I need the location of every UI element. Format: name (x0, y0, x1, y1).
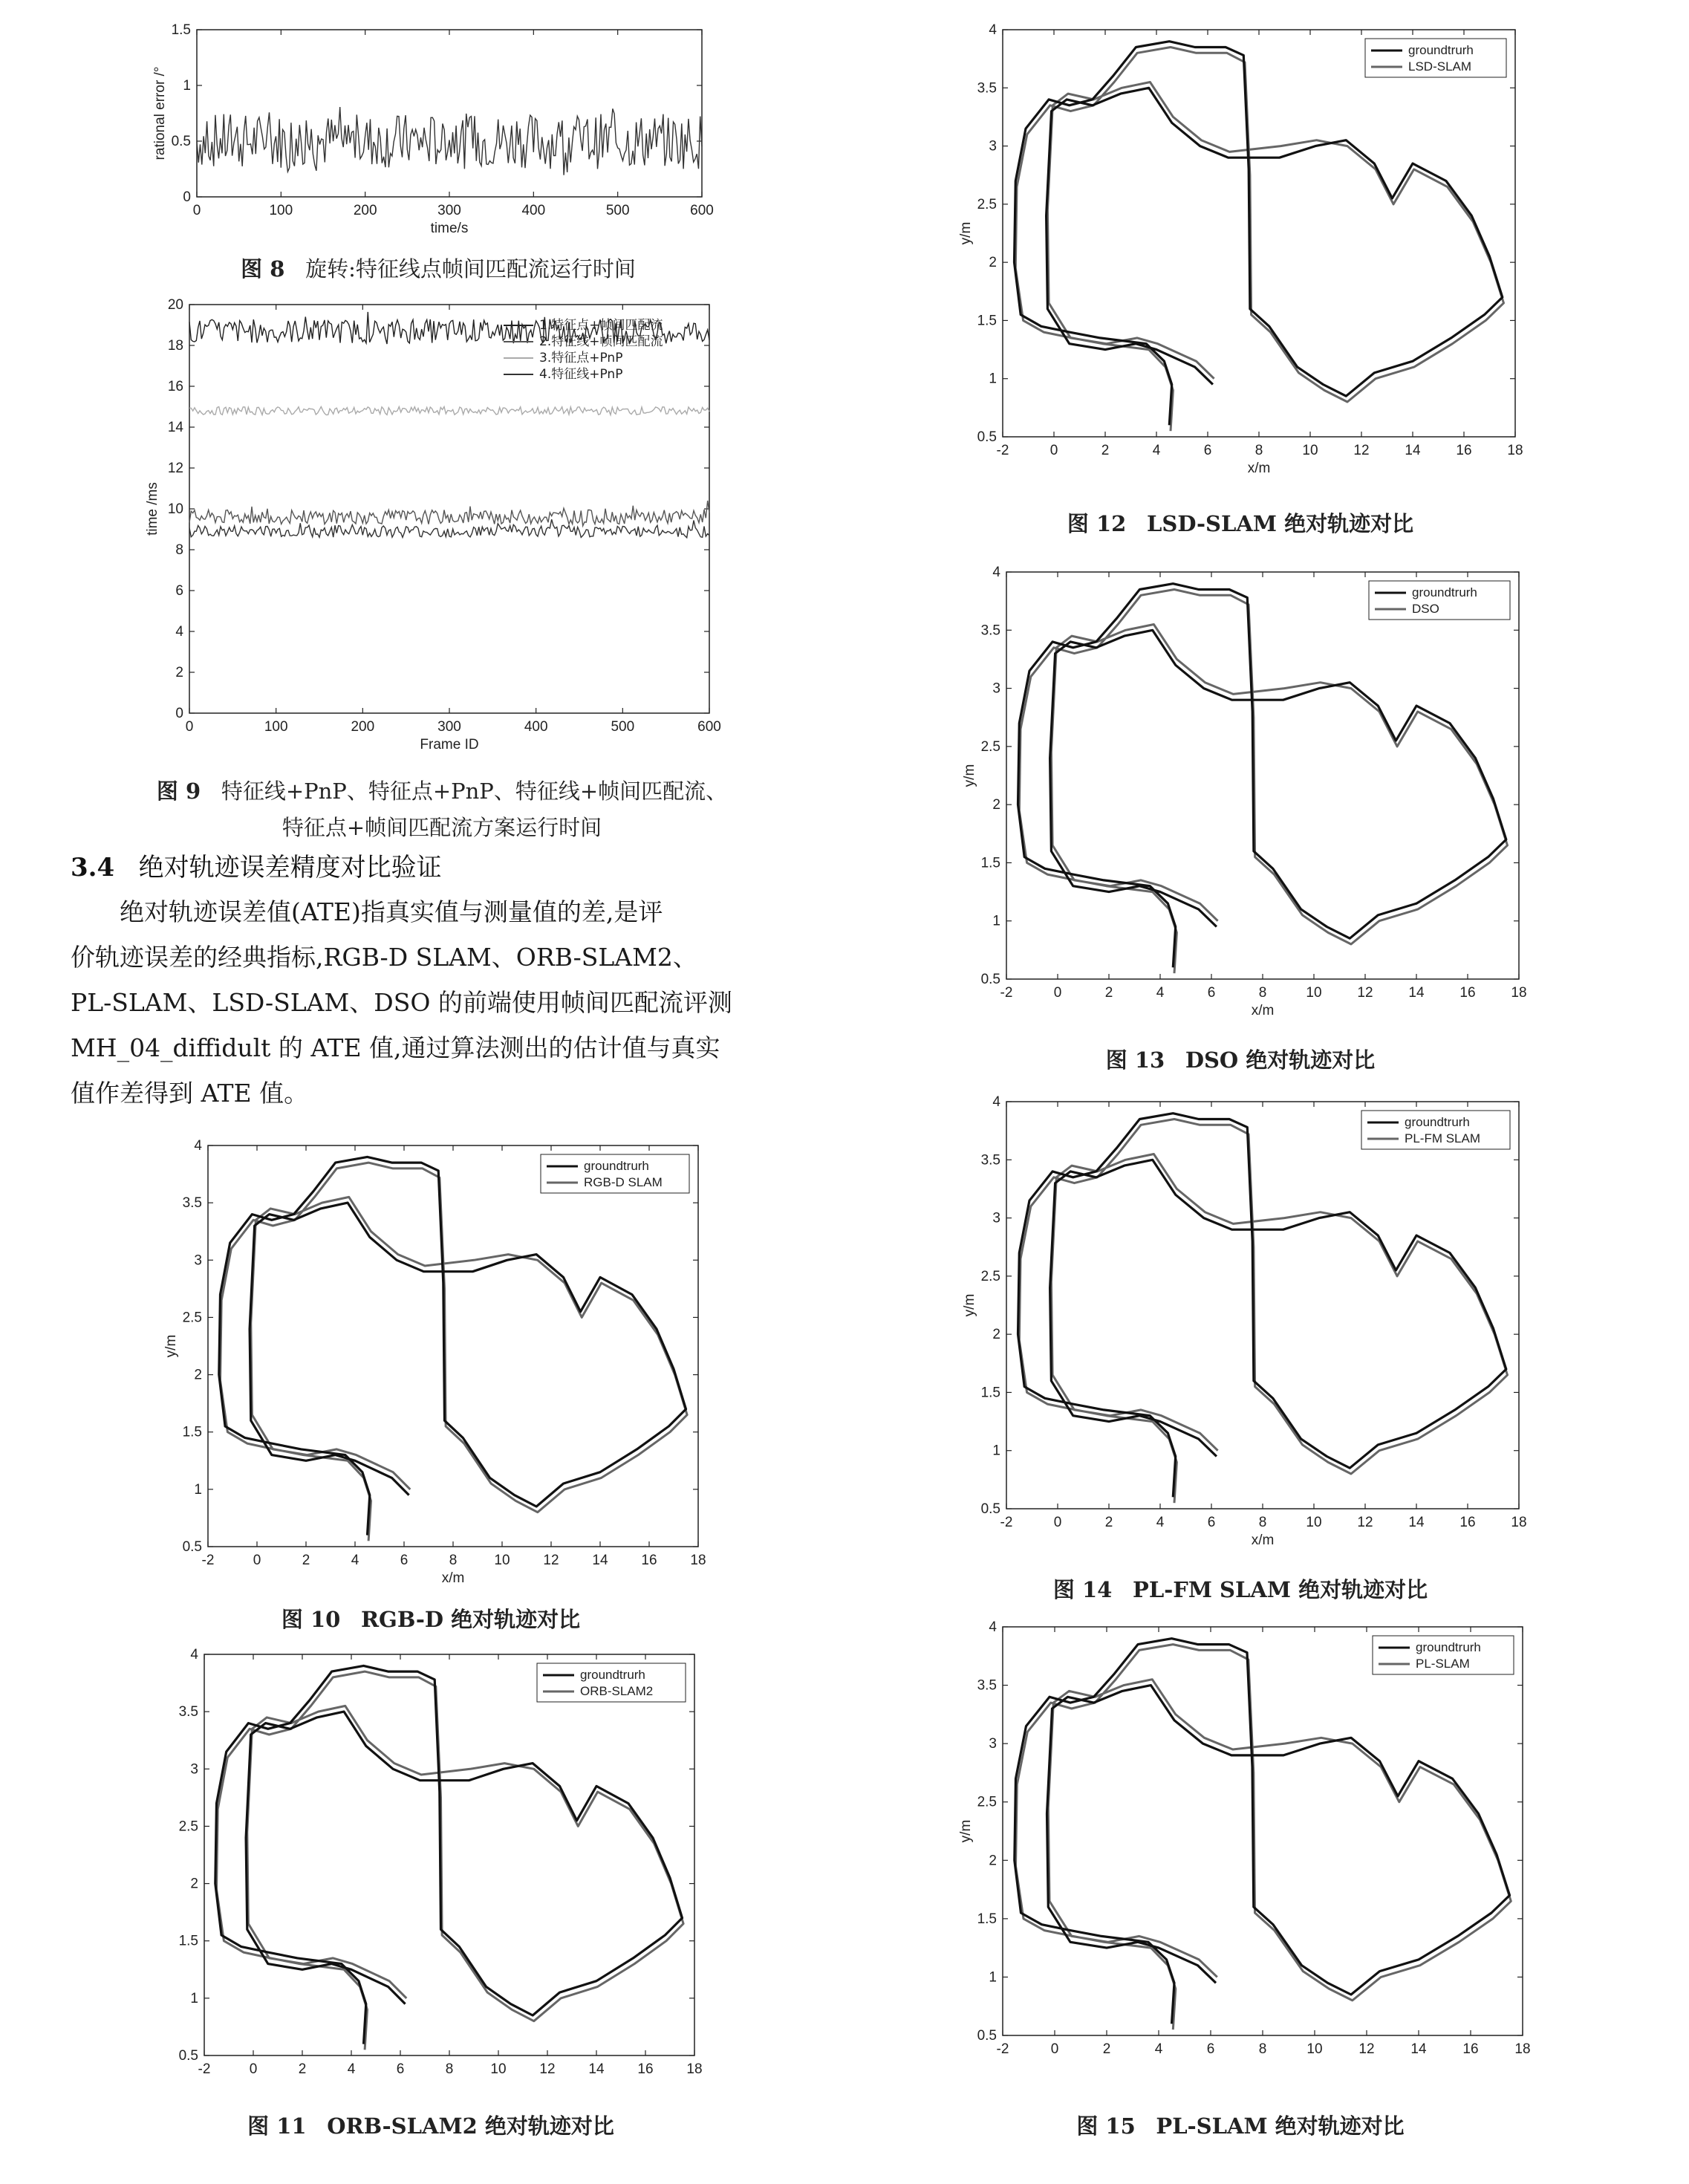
fig14-xtick-label: 2 (1104, 1515, 1113, 1530)
fig15-xtick-label: 4 (1154, 2041, 1163, 2057)
fig11-caption-text: ORB-SLAM2 绝对轨迹对比 (327, 2113, 614, 2139)
fig13-ylabel: y/m (962, 764, 977, 787)
fig13-xtick-label: 14 (1408, 985, 1425, 1001)
fig10-ytick-label: 0.5 (182, 1539, 202, 1555)
fig13-chart (951, 561, 1537, 1021)
fig13-xtick-label: 10 (1306, 985, 1322, 1001)
fig15-ytick-label: 1.5 (977, 1911, 997, 1927)
fig8-xtick-label: 500 (605, 203, 630, 218)
fig14-ytick-label: 2 (992, 1327, 1000, 1343)
figure-12 (943, 19, 1530, 494)
fig11-xtick-label: 16 (637, 2061, 654, 2077)
fig9-ytick-label: 12 (167, 461, 183, 476)
fig13-xtick-label: 18 (1511, 985, 1527, 1001)
fig12-xtick-label: 14 (1405, 443, 1421, 458)
fig15-xtick-label: 14 (1410, 2041, 1427, 2057)
fig11-ytick-label: 2.5 (178, 1819, 198, 1835)
fig12-xtick-label: 2 (1101, 443, 1110, 458)
fig9-xtick-label: 100 (264, 719, 288, 735)
fig13-xtick-label: 6 (1207, 985, 1216, 1001)
fig10-xtick-label: 4 (351, 1553, 359, 1568)
fig11-ytick-label: 1 (190, 1990, 198, 2006)
fig13-caption-text: DSO 绝对轨迹对比 (1185, 1047, 1376, 1073)
fig11-ytick-label: 2 (190, 1876, 198, 1892)
fig12-ylabel: y/m (958, 221, 974, 245)
fig12-xtick-label: 10 (1302, 443, 1318, 458)
fig14-chart (951, 1091, 1537, 1551)
fig11-xtick-label: 14 (588, 2061, 605, 2077)
fig15-caption (943, 2110, 1537, 2140)
para-line-1: 绝对轨迹误差值(ATE)指真实值与测量值的差,是评 (120, 897, 663, 926)
fig15-legend (1373, 1636, 1514, 1674)
fig12-legend-label: LSD-SLAM (1408, 59, 1472, 74)
fig8-xlabel: time/s (430, 221, 469, 236)
fig13-xtick-label: -2 (1000, 985, 1013, 1001)
fig13-xtick-label: 8 (1258, 985, 1267, 1001)
fig14-xtick-label: 18 (1511, 1515, 1527, 1530)
fig9-ylabel: time /ms (145, 482, 160, 536)
fig9-caption-line1 (134, 775, 750, 805)
fig10-xtick-label: 8 (449, 1553, 458, 1568)
fig9-xtick-label: 200 (351, 719, 375, 735)
fig8-ytick-label: 1 (183, 78, 191, 94)
fig9-caption-num: 图 9 (156, 779, 201, 804)
fig14-xlabel: x/m (1251, 1533, 1275, 1548)
fig12-ytick-label: 0.5 (977, 429, 997, 445)
fig13-xtick-label: 16 (1459, 985, 1476, 1001)
fig9-ytick-label: 6 (175, 583, 183, 599)
fig9-xlabel: Frame ID (420, 737, 479, 753)
fig14-xtick-label: 10 (1306, 1515, 1322, 1530)
fig13-legend-label: DSO (1412, 602, 1439, 616)
fig9-legend-label: 3.特征点+PnP (539, 351, 623, 365)
fig9-ytick-label: 14 (167, 420, 183, 435)
fig14-legend (1361, 1111, 1510, 1149)
fig10-xtick-label: 16 (641, 1553, 657, 1568)
fig10-plot-frame (208, 1145, 698, 1547)
fig10-xtick-label: 12 (543, 1553, 559, 1568)
fig13-caption-num: 图 13 (1105, 1047, 1165, 1073)
fig9-ytick-label: 16 (167, 379, 183, 394)
fig15-ytick-label: 4 (989, 1619, 997, 1635)
fig12-ytick-label: 2.5 (977, 196, 997, 212)
fig10-xtick-label: 18 (690, 1553, 706, 1568)
fig10-ytick-label: 1 (194, 1481, 202, 1498)
fig8-xtick-label: 600 (690, 203, 714, 218)
fig12-xtick-label: 16 (1456, 443, 1472, 458)
fig8-ytick-label: 1.5 (171, 22, 191, 38)
fig10-xtick-label: -2 (201, 1553, 215, 1568)
fig9-ytick-label: 4 (175, 624, 183, 640)
fig8-plot-frame (197, 30, 702, 197)
fig10-legend-label: RGB-D SLAM (584, 1175, 663, 1189)
fig15-xtick-label: 18 (1514, 2041, 1531, 2057)
fig13-ytick-label: 2.5 (980, 738, 1000, 755)
fig14-ytick-label: 0.5 (980, 1501, 1000, 1517)
fig11-xtick-label: 18 (686, 2061, 703, 2077)
fig14-xtick-label: 16 (1459, 1515, 1476, 1530)
fig8-xtick-label: 200 (353, 203, 377, 218)
fig13-ytick-label: 1 (992, 913, 1000, 929)
fig12-legend (1365, 39, 1506, 77)
fig14-xtick-label: 12 (1357, 1515, 1373, 1530)
fig12-xtick-label: 4 (1152, 443, 1161, 458)
fig9-xtick-label: 0 (185, 719, 194, 735)
fig11-ytick-label: 0.5 (178, 2048, 198, 2064)
fig12-xtick-label: 18 (1507, 443, 1523, 458)
fig11-ytick-label: 3.5 (178, 1704, 198, 1720)
fig12-ytick-label: 1.5 (977, 313, 997, 329)
fig8-xtick-label: 0 (192, 203, 201, 218)
fig11-ytick-label: 1.5 (178, 1933, 198, 1949)
fig8-ytick-label: 0.5 (171, 134, 191, 149)
fig12-ytick-label: 2 (989, 255, 997, 271)
fig8-xtick-label: 300 (437, 203, 461, 218)
fig11-caption (149, 2110, 713, 2140)
fig14-plot-frame (1006, 1102, 1519, 1509)
para-line-2: 价轨迹误差的经典指标,RGB-D SLAM、ORB-SLAM2、 (71, 943, 697, 972)
fig15-xtick-label: 2 (1102, 2041, 1111, 2057)
figure-14 (951, 1091, 1537, 1551)
fig15-ytick-label: 3 (989, 1736, 997, 1752)
fig10-caption (149, 1603, 713, 1634)
fig13-ytick-label: 4 (992, 565, 1000, 580)
fig14-legend-label: groundtrurh (1405, 1115, 1470, 1129)
fig13-legend-label: groundtrurh (1412, 585, 1477, 599)
fig9-xtick-label: 400 (524, 719, 548, 735)
fig11-legend (537, 1663, 686, 1702)
fig10-ytick-label: 2 (194, 1367, 202, 1383)
fig14-xtick-label: -2 (1000, 1515, 1013, 1530)
fig15-chart (951, 1616, 1537, 2091)
fig12-ytick-label: 3.5 (977, 80, 997, 97)
fig13-ytick-label: 1.5 (980, 855, 1000, 871)
fig14-ytick-label: 1.5 (980, 1385, 1000, 1401)
fig10-ytick-label: 2.5 (182, 1310, 202, 1326)
fig15-caption-text: PL-SLAM 绝对轨迹对比 (1156, 2113, 1405, 2139)
fig14-legend-label: PL-FM SLAM (1405, 1131, 1481, 1145)
fig14-xtick-label: 4 (1156, 1515, 1165, 1530)
body-paragraph (71, 889, 813, 1116)
fig12-ytick-label: 3 (989, 138, 997, 155)
fig14-xtick-label: 0 (1053, 1515, 1062, 1530)
fig12-ytick-label: 1 (989, 371, 997, 387)
fig11-xtick-label: 6 (396, 2061, 405, 2077)
fig9-ytick-label: 20 (167, 297, 183, 313)
fig12-xtick-label: 0 (1049, 443, 1058, 458)
fig11-ytick-label: 3 (190, 1761, 198, 1778)
fig13-ytick-label: 2 (992, 797, 1000, 813)
fig14-caption-text: PL-FM SLAM 绝对轨迹对比 (1133, 1577, 1428, 1602)
section-heading (71, 847, 442, 883)
fig8-ylabel: rational error /° (152, 66, 168, 160)
fig10-xtick-label: 10 (494, 1553, 510, 1568)
fig10-caption-num: 图 10 (281, 1607, 341, 1632)
fig11-caption-num: 图 11 (247, 2113, 307, 2139)
fig9-legend-label: 2.特征线+帧间匹配流 (539, 334, 663, 349)
fig8-caption-num: 图 8 (241, 256, 285, 282)
fig11-xtick-label: 8 (445, 2061, 454, 2077)
fig14-caption (943, 1573, 1537, 1604)
fig10-xtick-label: 14 (592, 1553, 608, 1568)
fig8-caption (141, 253, 735, 283)
fig9-ytick-label: 18 (167, 338, 183, 354)
fig13-ytick-label: 3.5 (980, 623, 1000, 639)
fig15-ytick-label: 1 (989, 1969, 997, 1986)
fig13-xtick-label: 12 (1357, 985, 1373, 1001)
fig12-legend-label: groundtrurh (1408, 43, 1474, 57)
fig10-chart (149, 1129, 713, 1590)
fig12-caption-num: 图 12 (1067, 511, 1127, 536)
fig9-caption-text2: 特征点+帧间匹配流方案运行时间 (282, 815, 602, 840)
fig9-legend-label: 4.特征线+PnP (539, 367, 623, 382)
fig10-legend (541, 1154, 689, 1193)
fig15-xtick-label: 8 (1258, 2041, 1267, 2057)
fig13-xtick-label: 4 (1156, 985, 1165, 1001)
figure-8 (141, 22, 720, 245)
fig13-xtick-label: 2 (1104, 985, 1113, 1001)
fig15-ytick-label: 0.5 (977, 2028, 997, 2044)
fig15-legend-label: groundtrurh (1416, 1640, 1481, 1654)
fig15-xtick-label: 10 (1306, 2041, 1323, 2057)
fig15-xtick-label: 0 (1050, 2041, 1059, 2057)
fig15-xtick-label: -2 (996, 2041, 1009, 2057)
fig14-xtick-label: 14 (1408, 1515, 1425, 1530)
fig11-xtick-label: -2 (198, 2061, 211, 2077)
fig11-xtick-label: 0 (249, 2061, 258, 2077)
fig10-legend-label: groundtrurh (584, 1159, 649, 1173)
section-number: 3.4 (71, 853, 115, 883)
fig11-plot-frame (204, 1654, 694, 2055)
fig14-ytick-label: 2.5 (980, 1268, 1000, 1284)
fig14-ytick-label: 3 (992, 1210, 1000, 1226)
fig13-plot-frame (1006, 572, 1519, 979)
fig12-chart (943, 19, 1530, 494)
fig8-caption-text: 旋转:特征线点帧间匹配流运行时间 (305, 256, 636, 282)
fig14-caption-num: 图 14 (1052, 1577, 1113, 1602)
figure-9 (141, 293, 728, 769)
fig15-xtick-label: 12 (1358, 2041, 1375, 2057)
fig15-plot-frame (1003, 1627, 1523, 2035)
fig14-ytick-label: 1 (992, 1443, 1000, 1459)
fig9-ytick-label: 0 (175, 706, 183, 721)
fig11-chart (149, 1645, 713, 2091)
fig9-legend-label: 1.特征点+帧间匹配流 (539, 318, 663, 333)
fig15-ytick-label: 2 (989, 1853, 997, 1869)
fig15-ytick-label: 2.5 (977, 1794, 997, 1810)
fig13-caption (943, 1044, 1537, 1074)
fig15-legend-label: PL-SLAM (1416, 1657, 1470, 1671)
fig11-xtick-label: 12 (539, 2061, 556, 2077)
fig10-ytick-label: 3.5 (182, 1195, 202, 1212)
fig10-ytick-label: 3 (194, 1252, 202, 1269)
figure-10 (149, 1129, 713, 1590)
fig13-xtick-label: 0 (1053, 985, 1062, 1001)
fig9-xtick-label: 300 (437, 719, 461, 735)
fig11-legend-label: ORB-SLAM2 (580, 1684, 654, 1698)
fig12-xtick-label: -2 (996, 443, 1009, 458)
fig12-xlabel: x/m (1247, 461, 1271, 476)
fig9-xtick-label: 500 (611, 719, 635, 735)
fig10-caption-text: RGB-D 绝对轨迹对比 (360, 1607, 581, 1632)
fig12-caption-text: LSD-SLAM 绝对轨迹对比 (1147, 511, 1414, 536)
fig9-chart (141, 293, 728, 769)
para-line-4: MH_04_diffidult 的 ATE 值,通过算法测出的估计值与真实 (71, 1033, 720, 1062)
fig14-xtick-label: 8 (1258, 1515, 1267, 1530)
fig13-ytick-label: 0.5 (980, 972, 1000, 987)
fig10-xtick-label: 2 (302, 1553, 310, 1568)
fig12-ytick-label: 4 (989, 22, 997, 38)
figure-11 (149, 1645, 713, 2091)
fig9-caption-text1: 特征线+PnP、特征点+PnP、特征线+帧间匹配流、 (221, 779, 728, 804)
para-line-5: 值作差得到 ATE 值。 (71, 1079, 309, 1108)
fig13-ytick-label: 3 (992, 680, 1000, 697)
fig10-ytick-label: 4 (194, 1138, 202, 1154)
fig8-xtick-label: 400 (521, 203, 546, 218)
fig9-caption-line2 (134, 811, 750, 842)
fig9-xtick-label: 600 (697, 719, 721, 735)
fig10-xtick-label: 6 (400, 1553, 409, 1568)
fig12-xtick-label: 6 (1203, 443, 1212, 458)
fig8-ytick-label: 0 (183, 189, 191, 205)
fig10-xtick-label: 0 (253, 1553, 261, 1568)
figure-15 (951, 1616, 1537, 2091)
fig10-ylabel: y/m (163, 1334, 179, 1358)
fig15-ytick-label: 3.5 (977, 1677, 997, 1694)
fig8-chart (141, 22, 720, 245)
para-line-3: PL-SLAM、LSD-SLAM、DSO 的前端使用帧间匹配流评测 (71, 988, 732, 1017)
section-title: 绝对轨迹误差精度对比验证 (138, 853, 442, 883)
fig12-xtick-label: 8 (1254, 443, 1263, 458)
fig11-xtick-label: 4 (347, 2061, 356, 2077)
fig12-plot-frame (1003, 30, 1515, 437)
fig14-ytick-label: 4 (992, 1094, 1000, 1110)
fig8-xtick-label: 100 (269, 203, 293, 218)
fig14-ytick-label: 3.5 (980, 1152, 1000, 1169)
fig9-ytick-label: 8 (175, 542, 183, 558)
fig11-legend-label: groundtrurh (580, 1668, 645, 1682)
fig15-xtick-label: 6 (1206, 2041, 1215, 2057)
fig15-ylabel: y/m (958, 1819, 974, 1843)
fig14-xtick-label: 6 (1207, 1515, 1216, 1530)
fig9-ytick-label: 10 (167, 501, 183, 517)
fig12-caption (943, 507, 1537, 538)
fig13-legend (1369, 581, 1510, 620)
fig10-ytick-label: 1.5 (182, 1424, 202, 1440)
fig12-xtick-label: 12 (1353, 443, 1370, 458)
fig11-ytick-label: 4 (190, 1647, 198, 1663)
fig15-caption-num: 图 15 (1076, 2113, 1136, 2139)
fig14-ylabel: y/m (962, 1293, 977, 1317)
fig13-xlabel: x/m (1251, 1003, 1275, 1018)
figure-13 (951, 561, 1537, 1021)
fig9-ytick-label: 2 (175, 665, 183, 680)
fig15-xtick-label: 16 (1462, 2041, 1479, 2057)
fig11-xtick-label: 2 (298, 2061, 307, 2077)
fig10-xlabel: x/m (441, 1570, 465, 1586)
fig11-xtick-label: 10 (490, 2061, 507, 2077)
